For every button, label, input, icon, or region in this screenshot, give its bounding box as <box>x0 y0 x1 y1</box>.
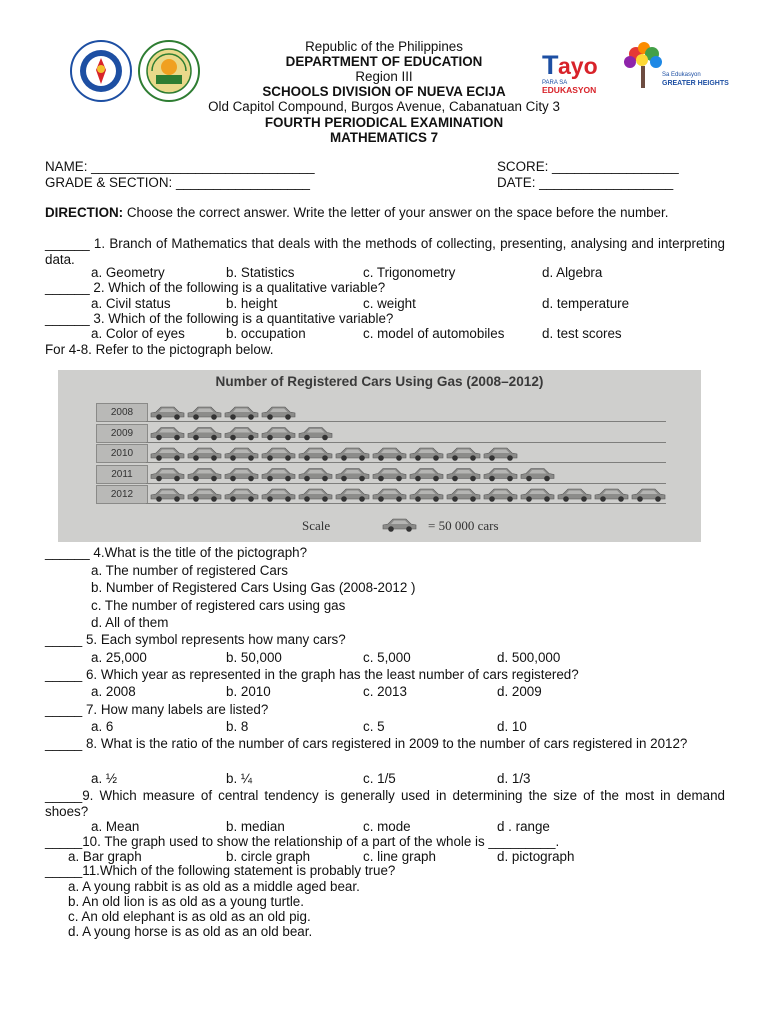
scale-label: Scale <box>302 518 331 533</box>
car-symbol-2011-2 <box>188 469 221 482</box>
car-symbol-2010-2 <box>188 448 221 461</box>
svg-text:ayo: ayo <box>558 53 598 79</box>
car-symbol-2012-13 <box>595 489 628 502</box>
svg-text:Sa Edukasyon: Sa Edukasyon <box>662 72 701 78</box>
row-divider <box>146 442 666 443</box>
car-symbol-2010-5 <box>299 448 332 461</box>
car-symbol-2011-6 <box>336 469 369 482</box>
q6-option-b[interactable]: b. 2010 <box>226 684 271 699</box>
q6-option-a[interactable]: a. 2008 <box>91 684 136 699</box>
q5-option-c[interactable]: c. 5,000 <box>363 650 411 665</box>
q1-option-a[interactable]: a. Geometry <box>91 265 165 280</box>
car-symbol-2010-9 <box>447 448 480 461</box>
q9-option-b[interactable]: b. median <box>226 819 285 834</box>
q7-option-a[interactable]: a. 6 <box>91 719 114 734</box>
score-field[interactable]: SCORE: _________________ <box>497 159 679 174</box>
car-symbol-2012-5 <box>299 489 332 502</box>
q5-option-a[interactable]: a. 25,000 <box>91 650 147 665</box>
row-label-2012: 2012 <box>96 485 148 504</box>
row-label-2008: 2008 <box>96 403 148 422</box>
question-4: ______ 4.What is the title of the pictograph? <box>45 545 308 560</box>
car-symbol-2008-1 <box>151 407 184 420</box>
q5-option-d[interactable]: d. 500,000 <box>497 650 561 665</box>
row-divider <box>146 462 666 463</box>
car-symbol-2008-3 <box>225 407 258 420</box>
car-symbol-2009-5 <box>299 428 332 441</box>
question-7: _____ 7. How many labels are listed? <box>45 702 269 717</box>
pictograph-marks <box>58 370 701 542</box>
q11-option-c[interactable]: c. An old elephant is as old as an old pig. <box>68 909 311 924</box>
header-division: SCHOOLS DIVISION OF NUEVA ECIJA <box>262 84 506 99</box>
q9-option-d[interactable]: d . range <box>497 819 550 834</box>
row-label-2009: 2009 <box>96 424 148 443</box>
q8-option-d[interactable]: d. 1/3 <box>497 771 531 786</box>
row-label-2011: 2011 <box>96 465 148 484</box>
car-symbol-2009-1 <box>151 428 184 441</box>
row-label-2010: 2010 <box>96 444 148 463</box>
car-symbol-2009-4 <box>262 428 295 441</box>
car-symbol-2012-2 <box>188 489 221 502</box>
q7-option-c[interactable]: c. 5 <box>363 719 385 734</box>
direction <box>45 205 725 221</box>
car-symbol-2010-6 <box>336 448 369 461</box>
car-symbol-2012-12 <box>558 489 591 502</box>
car-symbol-2011-5 <box>299 469 332 482</box>
car-symbol-2011-9 <box>447 469 480 482</box>
car-symbol-2012-1 <box>151 489 184 502</box>
car-symbol-2010-8 <box>410 448 443 461</box>
car-symbol-2010-3 <box>225 448 258 461</box>
q8-option-a[interactable]: a. ½ <box>91 771 118 786</box>
q11-option-d[interactable]: d. A young horse is as old as an old bear. <box>68 924 313 939</box>
question-1: ______ 1. Branch of Mathematics that deals with the methods of collecting, presenting, analysing and interpreting data. <box>45 236 725 267</box>
q3-option-a[interactable]: a. Color of eyes <box>91 326 185 341</box>
car-symbol-2011-11 <box>521 469 554 482</box>
car-symbol-2010-7 <box>373 448 406 461</box>
q3-option-b[interactable]: b. occupation <box>226 326 306 341</box>
q8-option-b[interactable]: b. ¼ <box>226 771 253 786</box>
svg-text:PARA SA: PARA SA <box>542 80 568 86</box>
q7-option-d[interactable]: d. 10 <box>497 719 527 734</box>
car-symbol-2009-2 <box>188 428 221 441</box>
car-symbol-2012-10 <box>484 489 517 502</box>
q9-option-a[interactable]: a. Mean <box>91 819 140 834</box>
car-symbol-2012-14 <box>632 489 665 502</box>
exam-title: FOURTH PERIODICAL EXAMINATION <box>264 115 504 130</box>
car-symbol-2009-3 <box>225 428 258 441</box>
car-symbol-2011-4 <box>262 469 295 482</box>
q6-option-d[interactable]: d. 2009 <box>497 684 542 699</box>
q11-option-a[interactable]: a. A young rabbit is as old as a middle aged bear. <box>68 879 360 894</box>
svg-text:T: T <box>542 50 559 80</box>
car-symbol-2010-10 <box>484 448 517 461</box>
q11-option-b[interactable]: b. An old lion is as old as a young turtle. <box>68 894 304 909</box>
row-divider <box>146 483 666 484</box>
q2-option-d[interactable]: d. temperature <box>542 296 630 311</box>
q6-option-c[interactable]: c. 2013 <box>363 684 407 699</box>
q10-option-b[interactable]: b. circle graph <box>226 849 311 864</box>
q4-option-b[interactable]: b. Number of Registered Cars Using Gas (2008-2012 ) <box>91 580 416 595</box>
name-field[interactable]: NAME: ______________________________ <box>45 159 315 174</box>
pictograph-title: Number of Registered Cars Using Gas (2008–2012) <box>215 374 544 389</box>
q4-option-d[interactable]: d. All of them <box>91 615 169 630</box>
question-8: _____ 8. What is the ratio of the number of cars registered in 2009 to the number of cars registered in 2012? <box>45 736 688 751</box>
car-symbol-2010-1 <box>151 448 184 461</box>
q5-option-b[interactable]: b. 50,000 <box>226 650 282 665</box>
q4-option-a[interactable]: a. The number of registered Cars <box>91 563 288 578</box>
header-region: Region III <box>355 69 413 84</box>
car-symbol-2012-3 <box>225 489 258 502</box>
q10-option-c[interactable]: c. line graph <box>363 849 436 864</box>
question-2: ______ 2. Which of the following is a qualitative variable? <box>45 280 386 295</box>
q1-option-d[interactable]: d. Algebra <box>542 265 603 280</box>
scale-car-symbol <box>383 519 416 532</box>
svg-text:GREATER HEIGHTS: GREATER HEIGHTS <box>662 80 729 87</box>
car-symbol-2012-8 <box>410 489 443 502</box>
q2-option-b[interactable]: b. height <box>226 296 278 311</box>
car-symbol-2012-6 <box>336 489 369 502</box>
q3-option-c[interactable]: c. model of automobiles <box>363 326 505 341</box>
row-divider <box>146 503 666 504</box>
q1-option-b[interactable]: b. Statistics <box>226 265 295 280</box>
car-symbol-2008-4 <box>262 407 295 420</box>
svg-text:EDUKASYON: EDUKASYON <box>542 85 597 95</box>
q8-option-c[interactable]: c. 1/5 <box>363 771 396 786</box>
q7-option-b[interactable]: b. 8 <box>226 719 249 734</box>
question-3: ______ 3. Which of the following is a quantitative variable? <box>45 311 394 326</box>
subject-title: MATHEMATICS 7 <box>329 130 439 145</box>
scale-value: = 50 000 cars <box>428 518 499 533</box>
grade-section-field[interactable]: GRADE & SECTION: __________________ <box>45 175 311 190</box>
q9-option-c[interactable]: c. mode <box>363 819 411 834</box>
q2-option-a[interactable]: a. Civil status <box>91 296 171 311</box>
row-divider <box>146 421 666 422</box>
car-symbol-2012-9 <box>447 489 480 502</box>
question-11: _____11.Which of the following statement is probably true? <box>45 863 396 878</box>
direction-label: DIRECTION: <box>45 205 124 220</box>
date-field[interactable]: DATE: __________________ <box>497 175 674 190</box>
q3-option-d[interactable]: d. test scores <box>542 326 622 341</box>
car-symbol-2011-1 <box>151 469 184 482</box>
car-symbol-2012-4 <box>262 489 295 502</box>
direction-text: Choose the correct answer. Write the letter of your answer on the space before the number. <box>123 205 669 220</box>
q10-option-d[interactable]: d. pictograph <box>497 849 575 864</box>
pictograph <box>58 370 701 542</box>
car-symbol-2011-10 <box>484 469 517 482</box>
q10-option-a[interactable]: a. Bar graph <box>68 849 142 864</box>
header-address: Old Capitol Compound, Burgos Avenue, Cabanatuan City 3 <box>208 99 560 114</box>
question-9: _____9. Which measure of central tendency is generally used in determining the size of the most in demand shoes? <box>45 788 725 819</box>
q2-option-c[interactable]: c. weight <box>363 296 416 311</box>
car-symbol-2012-11 <box>521 489 554 502</box>
car-symbol-2012-7 <box>373 489 406 502</box>
question-6: _____ 6. Which year as represented in the graph has the least number of cars registered? <box>45 667 579 682</box>
car-symbol-2008-2 <box>188 407 221 420</box>
car-symbol-2011-3 <box>225 469 258 482</box>
car-symbol-2011-8 <box>410 469 443 482</box>
car-symbol-2010-4 <box>262 448 295 461</box>
header-department: DEPARTMENT OF EDUCATION <box>285 54 483 69</box>
question-10: _____10. The graph used to show the relationship of a part of the whole is _________. <box>45 834 560 849</box>
q4-option-c[interactable]: c. The number of registered cars using gas <box>91 598 346 613</box>
car-symbol-2011-7 <box>373 469 406 482</box>
pictograph-intro: For 4-8. Refer to the pictograph below. <box>45 342 274 357</box>
q1-option-c[interactable]: c. Trigonometry <box>363 265 456 280</box>
header-republic: Republic of the Philippines <box>305 39 463 54</box>
question-5: _____ 5. Each symbol represents how many cars? <box>45 632 346 647</box>
